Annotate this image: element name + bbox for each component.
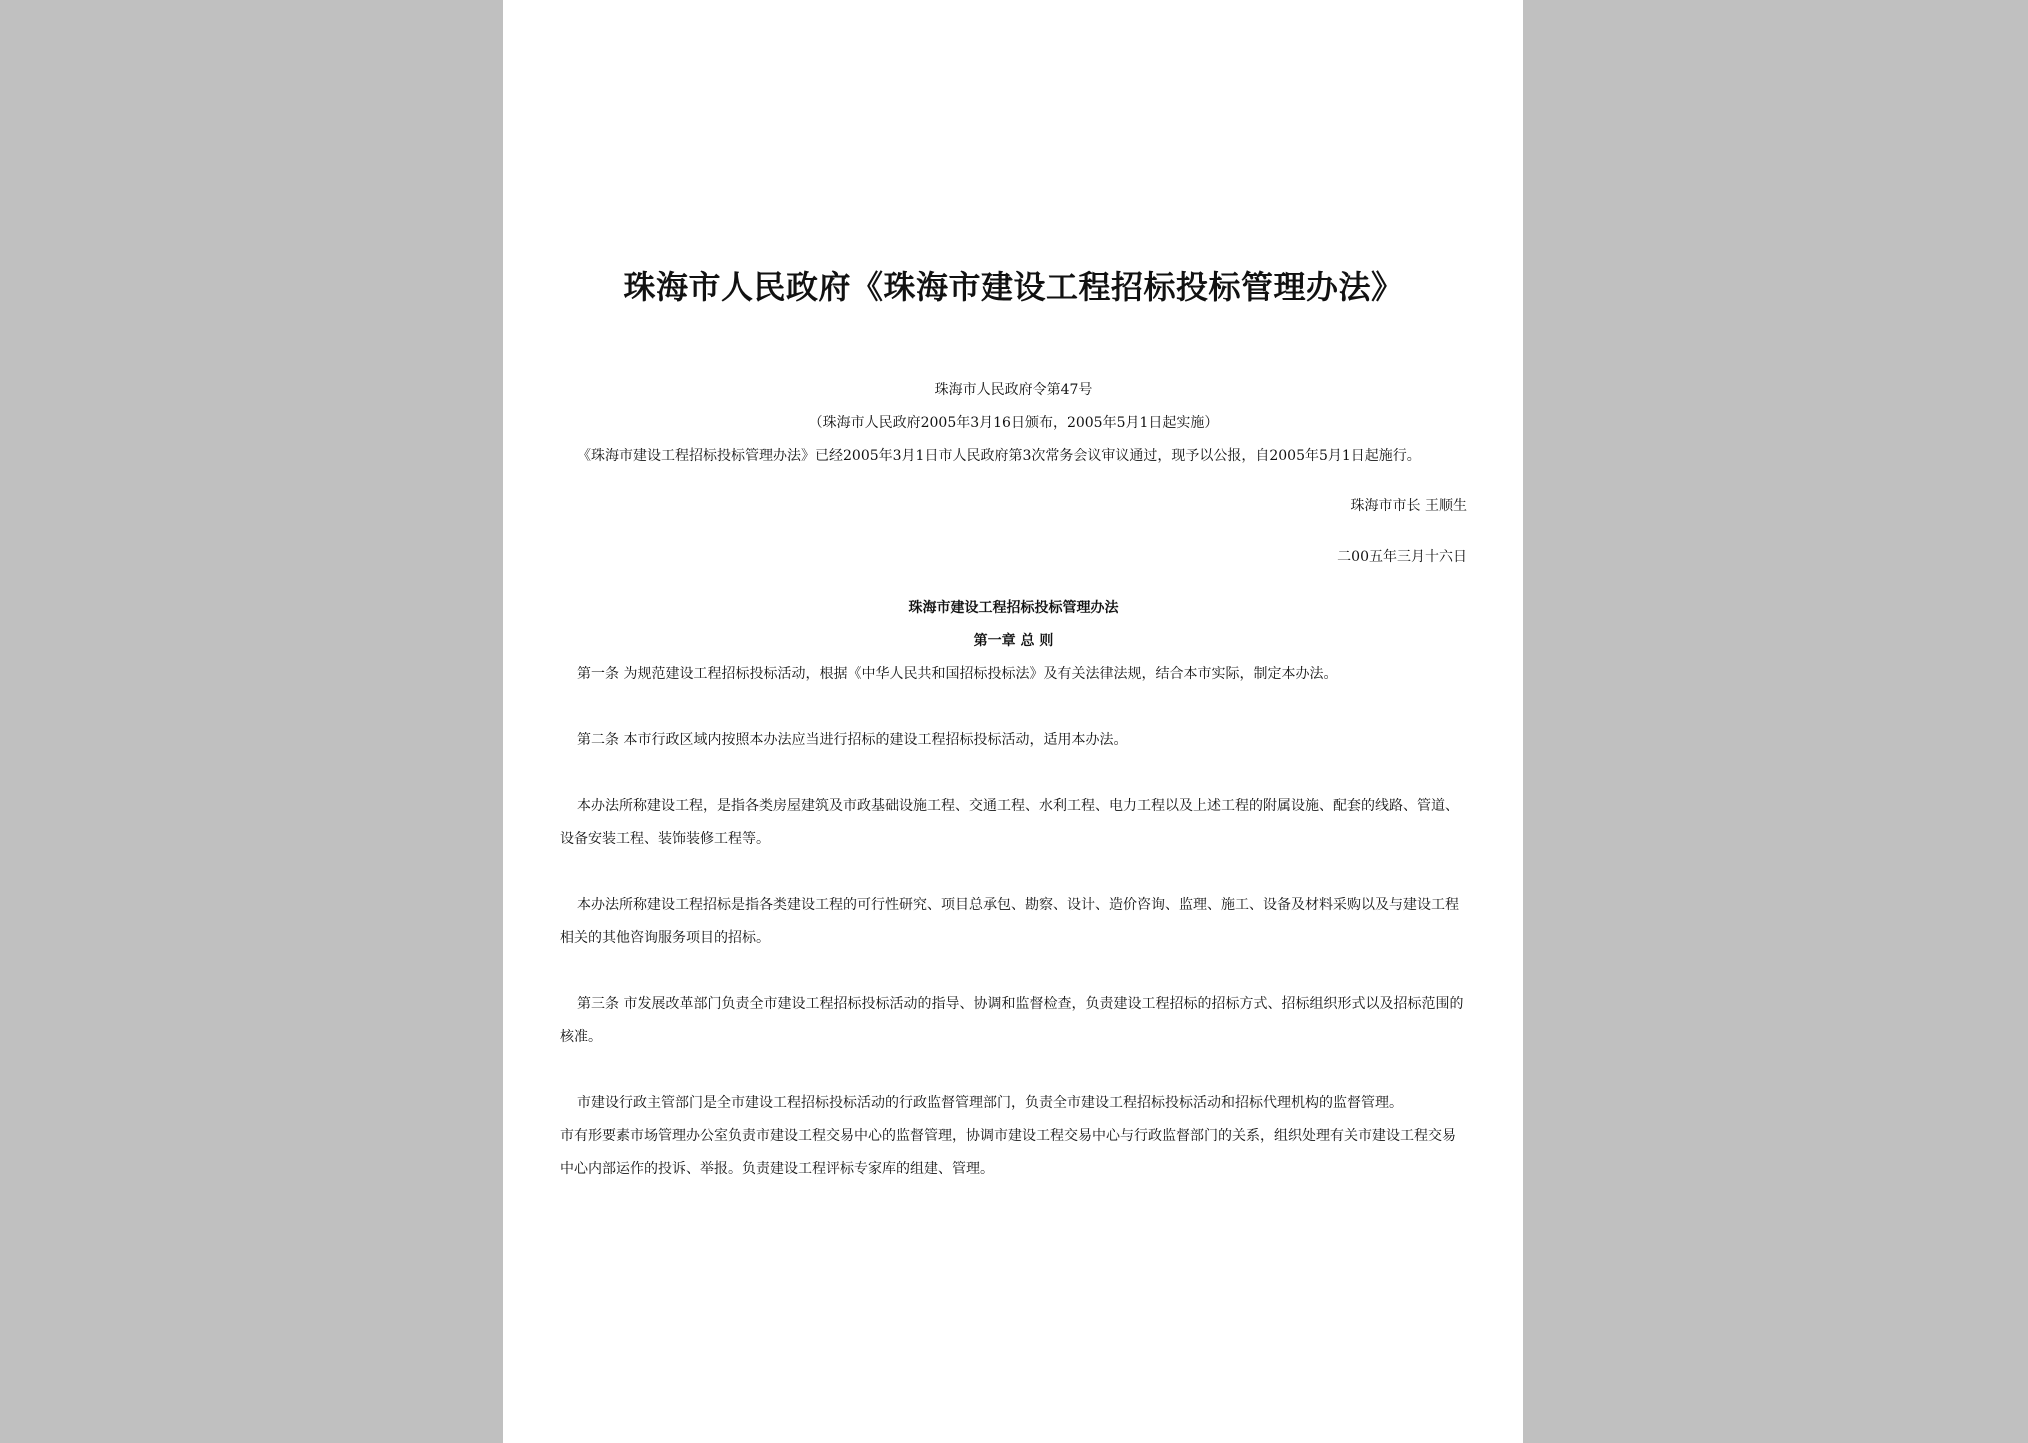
- article-2-bidding: 本办法所称建设工程招标是指各类建设工程的可行性研究、项目总承包、勘察、设计、造价咨询、监理、施工、设备及材料采购以及与建设工程相关的其他咨询服务项目的招标。: [560, 897, 1459, 946]
- document-body: [560, 262, 1467, 1186]
- article-3-construction-dept: 市建设行政主管部门是全市建设工程招标投标活动的行政监督管理部门，负责全市建设工程招标投标活动和招标代理机构的监督管理。: [577, 1095, 1403, 1111]
- article-2-scope: 本办法所称建设工程，是指各类房屋建筑及市政基础设施工程、交通工程、水利工程、电力工程以及上述工程的附属设施、配套的线路、管道、设备安装工程、装饰装修工程等。: [560, 798, 1459, 847]
- order-number: 珠海市人民政府令第47号: [934, 382, 1093, 398]
- signatory: 珠海市市长 王顺生: [1350, 498, 1467, 514]
- chapter-title: 第一章 总 则: [973, 633, 1054, 649]
- document-title: 珠海市人民政府《珠海市建设工程招标投标管理办法》: [623, 268, 1404, 306]
- law-title: 珠海市建设工程招标投标管理办法: [908, 600, 1119, 616]
- document-page: [503, 0, 1523, 1443]
- announcement-paragraph: 《珠海市建设工程招标投标管理办法》已经2005年3月1日市人民政府第3次常务会议审议通过，现予以公报，自2005年5月1日起施行。: [577, 448, 1421, 464]
- promulgation-note: （珠海市人民政府2005年3月16日颁布，2005年5月1日起实施）: [808, 415, 1219, 431]
- article-1: 第一条 为规范建设工程招标投标活动，根据《中华人民共和国招标投标法》及有关法律法规，结合本市实际，制定本办法。: [577, 666, 1338, 682]
- article-2: 第二条 本市行政区域内按照本办法应当进行招标的建设工程招标投标活动，适用本办法。: [577, 732, 1128, 748]
- sign-date: 二00五年三月十六日: [1337, 549, 1467, 565]
- article-3: 第三条 市发展改革部门负责全市建设工程招标投标活动的指导、协调和监督检查，负责建设工程招标的招标方式、招标组织形式以及招标范围的核准。: [560, 996, 1464, 1045]
- article-3-market-office: 市有形要素市场管理办公室负责市建设工程交易中心的监督管理，协调市建设工程交易中心与行政监督部门的关系，组织处理有关市建设工程交易中心内部运作的投诉、举报。负责建设工程评标专家库的组建、管理。: [560, 1128, 1456, 1177]
